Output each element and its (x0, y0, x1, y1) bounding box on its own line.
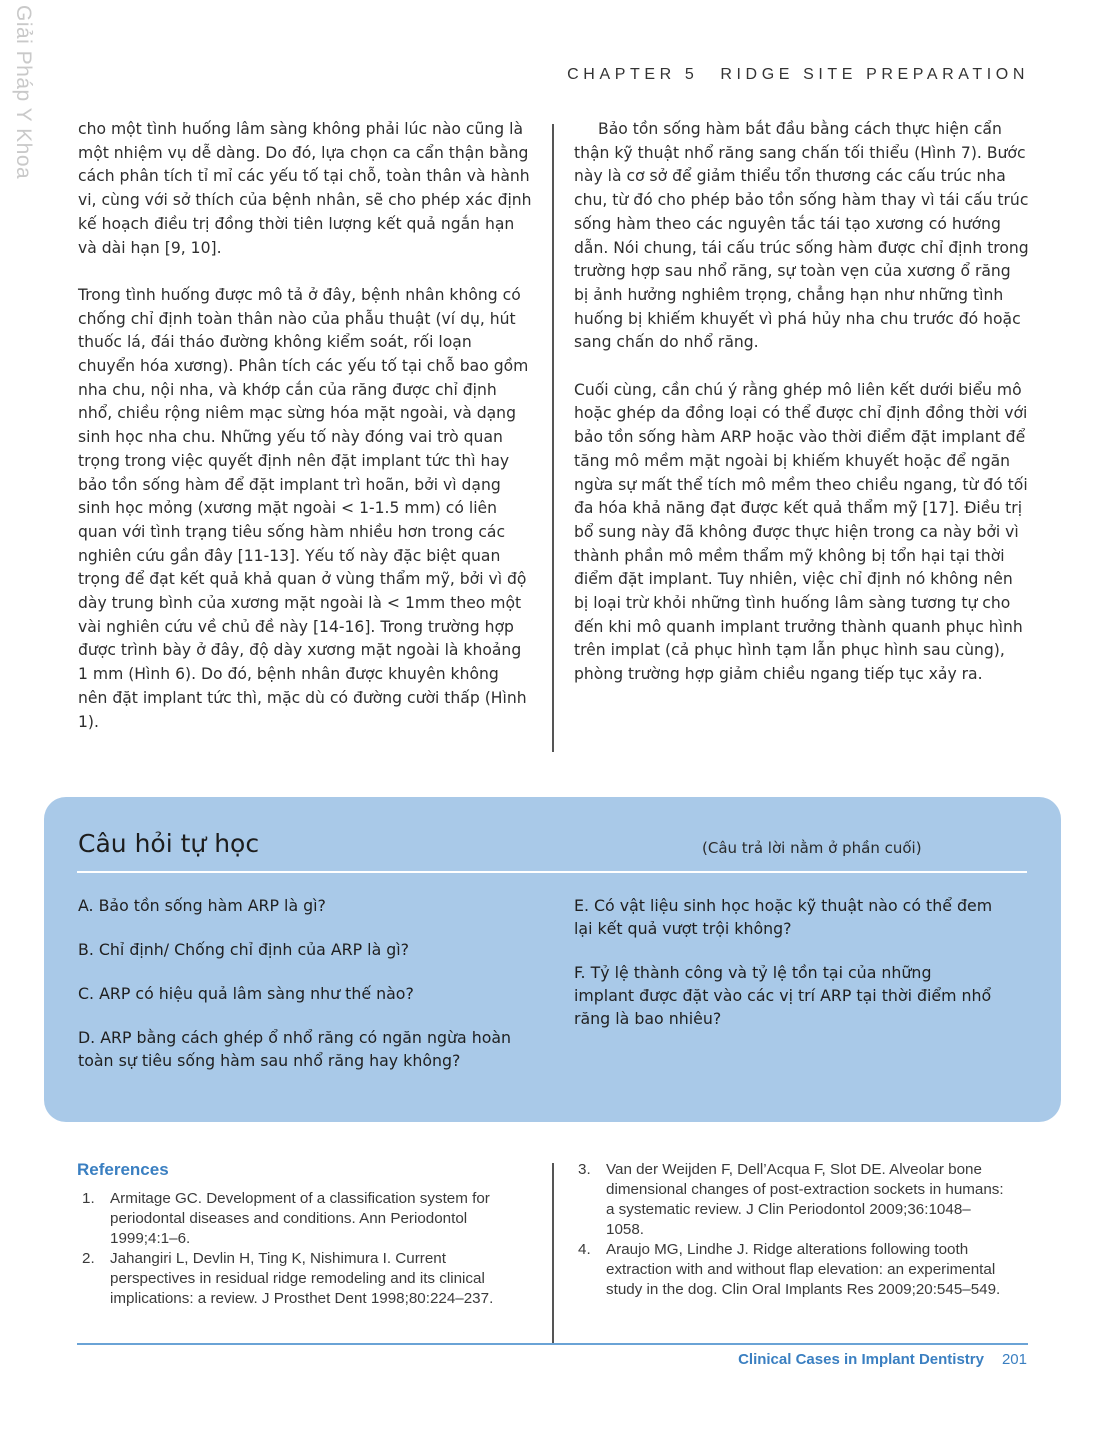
questions-rule (77, 871, 1027, 873)
reference-item (578, 1240, 1008, 1300)
paragraph: cho một tình huống lâm sàng không phải lúc nào cũng là một nhiệm vụ dễ dàng. Do đó, lựa chọn ca cẩn thận bằng cách phân tích tỉ mỉ các yếu tố tại chỗ, toàn thân và hành vi, cùng với sở thích của bệnh nhân, sẽ cho phép xác định kế hoạch điều trị đồng thời tiên lượng kết quả ngắn hạn và dài hạn [9, 10]. (78, 120, 532, 257)
question-item: F. Tỷ lệ thành công và tỷ lệ tồn tại của những implant được đặt vào các vị trí ARP tại thời điểm nhổ răng là bao nhiêu? (574, 963, 992, 1028)
reference-number: 3. (578, 1161, 591, 1178)
paragraph: Trong tình huống được mô tả ở đây, bệnh nhân không có chống chỉ định toàn thân nào của phẫu thuật (ví dụ, hút thuốc lá, đái tháo đường không kiểm soát, rối loạn chuyển hóa xương). Phân tích các yếu tố tại chỗ bao gồm nha chu, nội nha, và khớp cắn của răng được chỉ định nhổ, chiều rộng niêm mạc sừng hóa mặt ngoài, và dạng sinh học nha chu. Những yếu tố này đóng vai trò quan trọng trong việc quyết định nên đặt implant tức thì hay bảo tồn sống hàm để đặt implant trì hoãn, bởi vì dạng sinh học mỏng (xương mặt ngoài < 1-1.5 mm) có liên quan với tình trạng tiêu sống hàm nhiều hơn trong các nghiên cứu gần đây [11-13]. Yếu tố này đặc biệt quan trọng để đạt kết quả khả quan ở vùng thẩm mỹ, bởi vì độ dày trung bình của xương mặt ngoài là < 1mm theo một vài nghiên cứu về chủ đề này [14-16]. Trong trường hợp được trình bày ở đây, độ dày xương mặt ngoài là khoảng 1 mm (Hình 6). Do đó, bệnh nhân được khuyên không nên đặt implant tức thì, mặc dù có đường cười thấp (Hình 1). (78, 285, 529, 731)
footer-rule (77, 1343, 1028, 1345)
watermark: Giải Pháp Y Khoa (12, 5, 35, 180)
paragraph: Bảo tồn sống hàm bắt đầu bằng cách thực hiện cẩn thận kỹ thuật nhổ răng sang chấn tối thiểu (Hình 7). Bước này là cơ sở để giảm thiểu tổn thương các cấu trúc nha chu, từ đó cho phép bảo tồn sống hàm thay vì tái cấu trúc sống hàm theo các nguyên tắc tái tạo xương có hướng dẫn. Nói chung, tái cấu trúc sống hàm được chỉ định trong trường hợp sau nhổ răng, sự toàn vẹn của xương ổ răng bị ảnh hưởng nghiêm trọng, chẳng hạn như những tình huống bị khiếm khuyết vì phá hủy nha chu trước đó hoặc sang chấn do nhổ răng. (574, 120, 1029, 352)
question-item: E. Có vật liệu sinh học hoặc kỹ thuật nào có thể đem lại kết quả vượt trội không? (574, 896, 993, 938)
right-column (574, 118, 1029, 711)
questions-right (574, 894, 994, 1051)
reference-item (82, 1249, 522, 1309)
questions-left (78, 894, 538, 1093)
references-left (82, 1189, 522, 1309)
paragraph: Cuối cùng, cần chú ý rằng ghép mô liên kết dưới biểu mô hoặc ghép da đồng loại có thể được chỉ định đồng thời với bảo tồn sống hàm ARP hoặc vào thời điểm đặt implant để tăng mô mềm mặt ngoài bị khiếm khuyết hoặc để ngăn ngừa sự mất thể tích mô mềm theo chiều ngang, từ đó tối đa hóa khả năng đạt được kết quả thẩm mỹ [17]. Điều trị bổ sung này đã không được thực hiện trong ca này bởi vì thành phần mô mềm thẩm mỹ không bị tổn hại tại thời điểm đặt implant. Tuy nhiên, việc chỉ định nó không nên bị loại trừ khỏi những tình huống lâm sàng tương tự cho đến khi mô quanh implant trưởng thành quanh phục hình trên implat (cả phục hình tạm lẫn phục hình sau cùng), phòng trường hợp giảm chiều ngang tiếp tục xảy ra. (574, 380, 1028, 684)
reference-number: 2. (82, 1250, 95, 1267)
references-right (578, 1160, 1008, 1300)
page-footer (738, 1351, 1027, 1368)
reference-item (578, 1160, 1008, 1240)
reference-number: 1. (82, 1190, 95, 1207)
reference-item (82, 1189, 522, 1249)
reference-text: Jahangiri L, Devlin H, Ting K, Nishimura I. Current perspectives in residual ridge remodeling and its clinical implications: a review. J Prosthet Dent 1998;80:224–237. (110, 1250, 494, 1307)
chapter-label: CHAPTER 5 (567, 66, 699, 83)
chapter-title: RIDGE SITE PREPARATION (720, 66, 1029, 83)
column-divider (552, 124, 554, 752)
questions-title: Câu hỏi tự học (78, 829, 260, 858)
question-item: D. ARP bằng cách ghép ổ nhổ răng có ngăn ngừa hoàn toàn sự tiêu sống hàm sau nhổ răng hay không? (78, 1028, 512, 1070)
references-divider (552, 1163, 554, 1343)
question-item: C. ARP có hiệu quả lâm sàng như thế nào? (78, 984, 414, 1003)
running-head (567, 66, 1029, 84)
questions-note: (Câu trả lời nằm ở phần cuối) (702, 839, 922, 857)
reference-text: Araujo MG, Lindhe J. Ridge alterations following tooth extraction with and without flap elevation: an experimental study in the dog. Clin Oral Implants Res 2009;20:545–549. (606, 1241, 1001, 1298)
references-heading: References (77, 1160, 169, 1179)
book-title: Clinical Cases in Implant Dentistry (738, 1351, 984, 1368)
reference-text: Van der Weijden F, Dell’Acqua F, Slot DE. Alveolar bone dimensional changes of post-extraction sockets in humans: a systematic review. J Clin Periodontol 2009;36:1048–1058. (606, 1161, 1004, 1238)
page-number: 201 (1001, 1351, 1027, 1368)
question-item: B. Chỉ định/ Chống chỉ định của ARP là gì? (78, 940, 410, 959)
reference-text: Armitage GC. Development of a classification system for periodontal diseases and conditions. Ann Periodontol 1999;4:1–6. (110, 1190, 490, 1247)
self-study-questions-box (44, 797, 1061, 1122)
left-column (78, 118, 533, 758)
reference-number: 4. (578, 1241, 591, 1258)
question-item: A. Bảo tồn sống hàm ARP là gì? (78, 896, 326, 915)
